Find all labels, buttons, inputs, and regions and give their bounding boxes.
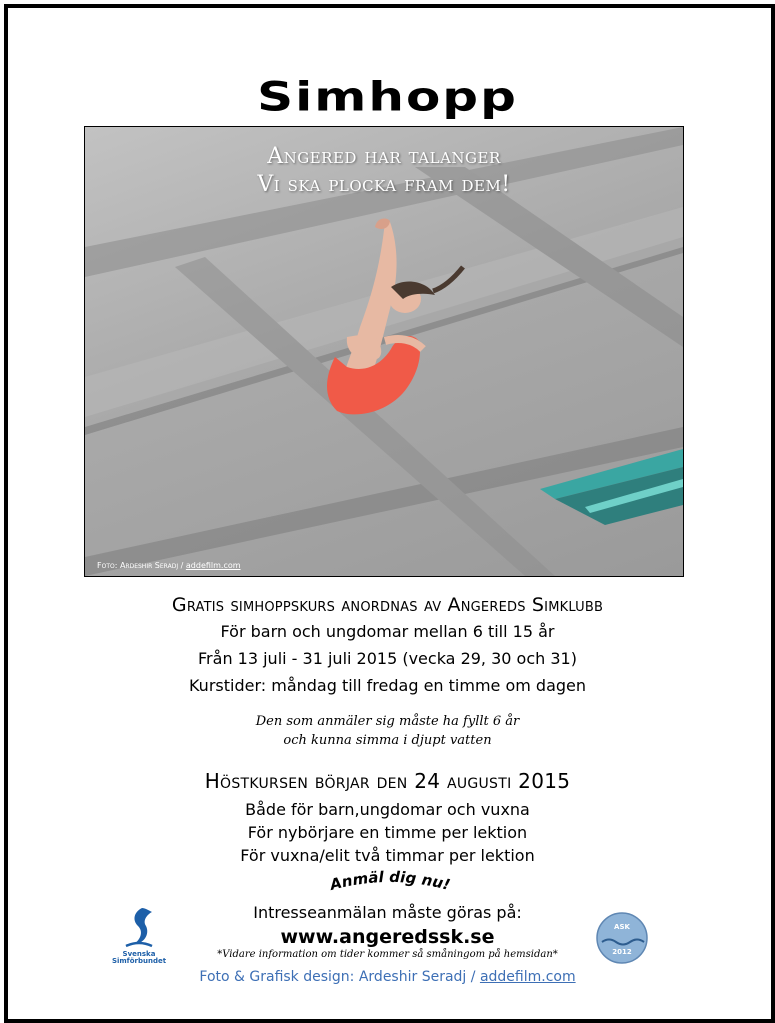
photo-credit-text: Foto: Ardeshir Seradj /	[97, 561, 184, 570]
summer-dates: Från 13 juli - 31 juli 2015 (vecka 29, 30 och 31)	[198, 649, 577, 668]
summer-times: Kurstider: måndag till fredag en timme om dagen	[188, 676, 587, 695]
poster-title: Simhopp	[257, 73, 518, 121]
club-badge-top: ASK	[614, 923, 630, 931]
photo-caption-line1: Angered har talanger	[267, 144, 501, 169]
autumn-headline: Höstkursen börjar den 24 augusti 2015	[204, 769, 571, 793]
simforbundet-logo-line2: Simförbundet	[111, 957, 167, 964]
photo-caption	[85, 143, 683, 199]
club-website-link[interactable]: www.angeredssk.se	[280, 926, 495, 948]
diver-photo	[84, 126, 684, 577]
photo-credit-link[interactable]: addefilm.com	[185, 561, 241, 570]
photo-caption-line2: Vi ska plocka fram dem!	[257, 172, 511, 197]
footer-credit	[0, 969, 775, 985]
signup-arc-text: Anmäl dig nu!	[328, 867, 453, 894]
summer-headline: Gratis simhoppskurs anordnas av Angereds Simklubb	[171, 594, 604, 616]
footer-link[interactable]: addefilm.com	[479, 969, 576, 985]
ask-club-logo	[596, 912, 648, 964]
svg-text:Anmäl dig nu!	[327, 868, 452, 894]
autumn-beginners: För nybörjare en timme per lektion	[247, 823, 528, 842]
age-requirement-note: Den som anmäler sig måste ha fyllt 6 år	[255, 714, 520, 729]
photo-credit	[97, 561, 241, 570]
swimmer-icon	[134, 908, 152, 944]
simforbundet-logo-line1: Svenska	[122, 950, 156, 958]
autumn-audience: Både för barn,ungdomar och vuxna	[245, 800, 530, 819]
autumn-adults: För vuxna/elit två timmar per lektion	[240, 846, 535, 865]
simforbundet-logo	[104, 904, 174, 964]
club-badge-year: 2012	[612, 948, 632, 956]
wave-icon	[126, 943, 152, 946]
swim-requirement-note: och kunna simma i djupt vatten	[283, 733, 492, 748]
footer-credit-text: Foto & Grafisk design: Ardeshir Seradj /	[199, 969, 476, 985]
summer-ages: För barn och ungdomar mellan 6 till 15 år	[220, 622, 555, 641]
signup-arc-heading	[290, 862, 490, 906]
signup-note: *Vidare information om tider kommer så småningom på hemsidan*	[217, 949, 558, 960]
signup-instruction: Intresseanmälan måste göras på:	[253, 903, 522, 922]
